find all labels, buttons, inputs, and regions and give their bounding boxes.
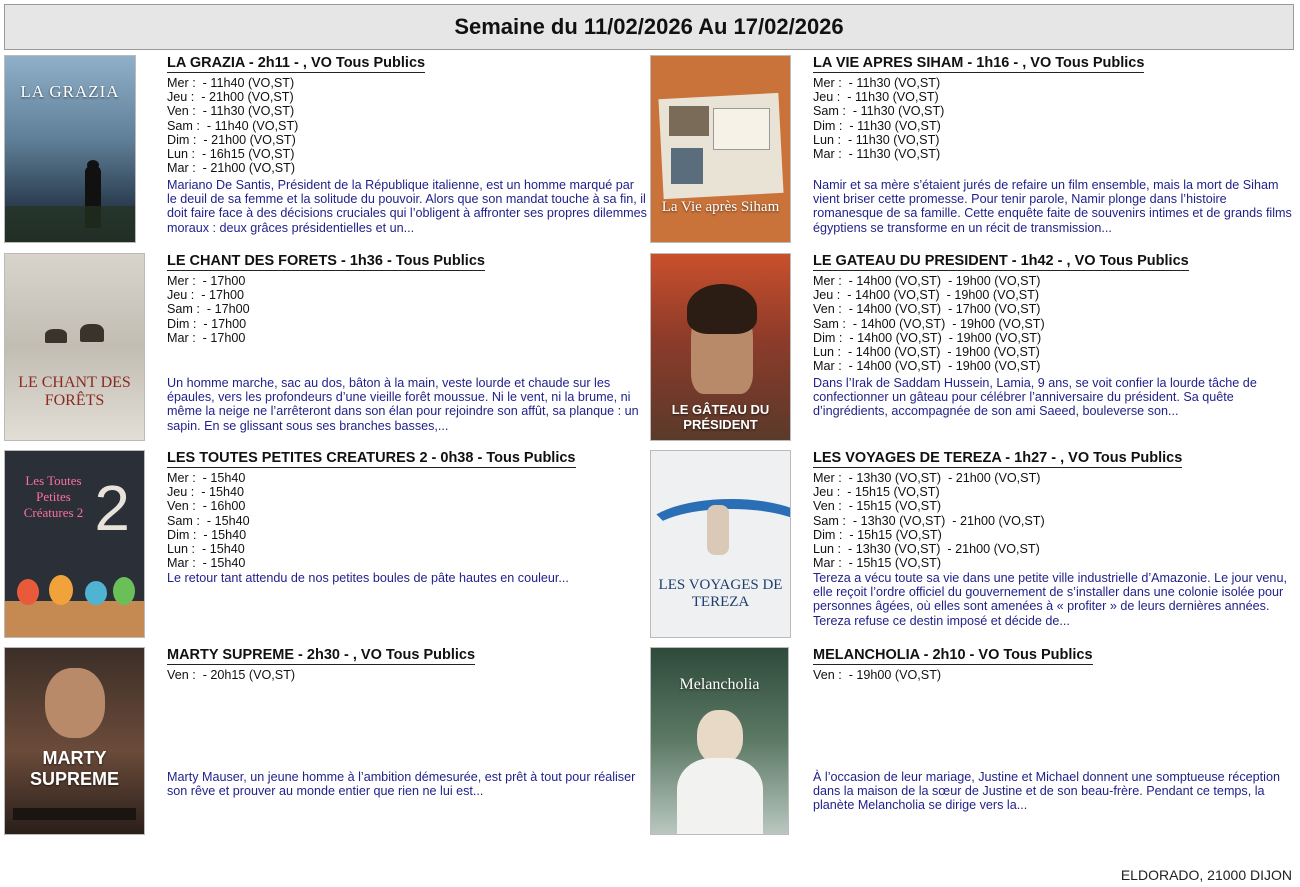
showtime[interactable]: Ven : - 11h30 (VO,ST) (167, 104, 295, 119)
showtime[interactable]: Ven : - 16h00 (167, 499, 246, 514)
showtime[interactable]: Ven : - 19h00 (VO,ST) (813, 668, 942, 682)
showtime[interactable]: Jeu : - 15h40 (167, 485, 245, 500)
film-card-melancholia[interactable] (650, 647, 1294, 837)
showtimes-list (167, 668, 295, 682)
poster-creature (17, 579, 39, 605)
showtime[interactable]: Ven : - 14h00 (VO,ST) - 17h00 (VO,ST) (813, 302, 1041, 317)
showtime[interactable]: Lun : - 16h15 (VO,ST) (167, 147, 295, 162)
poster-title: MARTY SUPREME (29, 748, 119, 789)
showtimes-list (813, 274, 1045, 373)
showtime[interactable]: Mar : - 17h00 (167, 330, 246, 345)
film-info (813, 55, 1295, 245)
film-info (167, 55, 649, 245)
showtime[interactable]: Lun : - 11h30 (VO,ST) (813, 132, 940, 147)
showtime[interactable]: Mer : - 11h40 (VO,ST) (167, 76, 295, 90)
poster-bride (697, 710, 743, 764)
poster-hair (687, 284, 757, 334)
poster-note (713, 108, 770, 150)
showtime[interactable]: Jeu : - 21h00 (VO,ST) (167, 90, 294, 105)
showtime[interactable]: Mar : - 14h00 (VO,ST) - 19h00 (VO,ST) (813, 359, 1041, 374)
showtime[interactable]: Sam : - 13h30 (VO,ST) - 21h00 (VO,ST) (813, 513, 1045, 528)
poster-woman (707, 505, 729, 555)
poster-title: LES VOYAGES DE TEREZA (658, 577, 783, 610)
showtimes-list (167, 471, 250, 570)
poster-creature (113, 577, 135, 605)
film-poster[interactable] (4, 253, 145, 441)
poster-ground (5, 206, 135, 243)
week-title: Semaine du 11/02/2026 Au 17/02/2026 (454, 14, 844, 39)
poster-strip (13, 808, 136, 820)
poster-figure-head (87, 160, 99, 170)
film-title[interactable]: LE CHANT DES FORETS - 1h36 - Tous Publics (167, 253, 485, 269)
poster-dress (677, 758, 763, 835)
film-title[interactable]: LE GATEAU DU PRESIDENT - 1h42 - , VO Tous Publics (813, 253, 1189, 269)
film-synopsis: Marty Mauser, un jeune homme à l’ambition démesurée, est prêt à tout pour réaliser son rêve et prouver au monde entier que rien ne lui est... (167, 770, 636, 799)
week-header (4, 4, 1294, 50)
showtime[interactable]: Lun : - 13h30 (VO,ST) - 21h00 (VO,ST) (813, 542, 1040, 557)
showtimes-list (813, 76, 944, 161)
showtimes-list (813, 471, 1045, 570)
film-poster[interactable] (650, 647, 789, 835)
showtime[interactable]: Mar : - 15h40 (167, 556, 246, 571)
film-card-les-toutes-petites-creatures-2[interactable] (4, 450, 648, 640)
film-synopsis: Le retour tant attendu de nos petites boules de pâte hautes en couleur... (167, 571, 569, 585)
poster-photo (671, 148, 703, 184)
showtime[interactable]: Dim : - 15h40 (167, 527, 247, 542)
film-card-marty-supreme[interactable] (4, 647, 648, 837)
film-poster[interactable] (4, 647, 145, 835)
film-card-la-vie-apres-siham[interactable] (650, 55, 1294, 245)
showtime[interactable]: Ven : - 15h15 (VO,ST) (813, 499, 942, 514)
film-card-le-chant-des-forets[interactable] (4, 253, 648, 443)
showtime[interactable]: Sam : - 15h40 (167, 513, 250, 528)
showtime[interactable]: Sam : - 14h00 (VO,ST) - 19h00 (VO,ST) (813, 316, 1045, 331)
showtime[interactable]: Mar : - 15h15 (VO,ST) (813, 556, 942, 571)
showtime[interactable]: Dim : - 14h00 (VO,ST) - 19h00 (VO,ST) (813, 330, 1042, 345)
showtime[interactable]: Sam : - 17h00 (167, 302, 250, 317)
poster-creature (85, 581, 107, 605)
showtime[interactable]: Mer : - 17h00 (167, 274, 246, 288)
showtime[interactable]: Ven : - 20h15 (VO,ST) (167, 668, 296, 682)
film-title[interactable]: LES VOYAGES DE TEREZA - 1h27 - , VO Tous Publics (813, 450, 1183, 466)
film-poster[interactable] (650, 253, 791, 441)
showtime[interactable]: Lun : - 14h00 (VO,ST) - 19h00 (VO,ST) (813, 345, 1040, 360)
film-info (167, 450, 649, 640)
film-poster[interactable] (650, 55, 791, 243)
showtime[interactable]: Dim : - 15h15 (VO,ST) (813, 527, 942, 542)
showtime[interactable]: Jeu : - 17h00 (167, 288, 245, 303)
film-synopsis: Tereza a vécu toute sa vie dans une petite ville industrielle d’Amazonie. Le jour venu, elle reçoit l’ordre officiel du gouvernement de s’installer dans une colonie isolée pour personnes âgées, où elles sont amenées à « profiter » de leurs dernières années. Tereza refuse ce destin imposé et décide de... (813, 571, 1287, 628)
film-info (813, 253, 1295, 443)
film-synopsis: Namir et sa mère s’étaient jurés de refaire un film ensemble, mais la mort de Siham vient briser cette promesse. Pour tenir parole, Namir plonge dans l’histoire romanesque de sa famille. Cette enquête faite de souvenirs intimes et de grands films égyptiens se transforme en un récit de transmission... (813, 178, 1292, 235)
film-synopsis: À l’occasion de leur mariage, Justine et Michael donnent une somptueuse réception dans la maison de la sœur de Justine et de son beau-frère. Pendant ce temps, la planète Melancholia se dirige vers la... (813, 770, 1280, 813)
film-info (813, 450, 1295, 640)
showtime[interactable]: Mer : - 13h30 (VO,ST) - 21h00 (VO,ST) (813, 471, 1041, 485)
showtimes-list (813, 668, 941, 682)
showtime[interactable]: Jeu : - 11h30 (VO,ST) (813, 90, 939, 105)
film-info (167, 253, 649, 443)
film-synopsis: Mariano De Santis, Président de la République italienne, est un homme marqué par le deuil de sa femme et la solitude du pouvoir. Alors que son mandat touche à sa fin, il doit faire face à des décisions cruciales qui l’obligent à affronter ses propres dilemmes moraux : deux grâces présidentielles et un... (167, 178, 647, 235)
poster-photo (669, 106, 709, 136)
film-poster[interactable] (4, 55, 136, 243)
showtime[interactable]: Dim : - 11h30 (VO,ST) (813, 118, 941, 133)
film-poster[interactable] (4, 450, 145, 638)
film-card-les-voyages-de-tereza[interactable] (650, 450, 1294, 640)
showtime[interactable]: Mar : - 21h00 (VO,ST) (167, 161, 296, 176)
poster-table (5, 601, 144, 638)
showtime[interactable]: Sam : - 11h40 (VO,ST) (167, 118, 299, 133)
poster-creature (49, 575, 73, 605)
film-card-le-gateau-du-president[interactable] (650, 253, 1294, 443)
poster-title: LE GÂTEAU DU PRÉSIDENT (671, 402, 770, 432)
poster-deer (45, 329, 67, 343)
film-title[interactable]: LES TOUTES PETITES CREATURES 2 - 0h38 - Tous Publics (167, 450, 576, 466)
showtime[interactable]: Sam : - 11h30 (VO,ST) (813, 104, 945, 119)
poster-title: La Vie après Siham (661, 199, 780, 215)
poster-number: 2 (94, 472, 130, 544)
film-title[interactable]: MELANCHOLIA - 2h10 - VO Tous Publics (813, 647, 1093, 663)
film-info (167, 647, 649, 837)
poster-face (45, 668, 105, 738)
showtimes-list (167, 274, 250, 345)
showtime[interactable]: Lun : - 15h40 (167, 542, 245, 557)
showtime[interactable]: Mer : - 14h00 (VO,ST) - 19h00 (VO,ST) (813, 274, 1041, 288)
poster-title: LE CHANT DES FORÊTS (18, 374, 131, 409)
film-title[interactable]: LA VIE APRES SIHAM - 1h16 - , VO Tous Publics (813, 55, 1145, 71)
showtime[interactable]: Jeu : - 15h15 (VO,ST) (813, 485, 940, 500)
film-card-la-grazia[interactable] (4, 55, 648, 245)
film-title[interactable]: LA GRAZIA - 2h11 - , VO Tous Publics (167, 55, 426, 71)
showtime[interactable]: Mer : - 11h30 (VO,ST) (813, 76, 941, 90)
poster-deer (80, 324, 104, 342)
showtime[interactable]: Mar : - 11h30 (VO,ST) (813, 147, 941, 162)
cinema-address: ELDORADO, 21000 DIJON (1120, 867, 1292, 883)
poster-title: Les Toutes Petites Créatures 2 (23, 473, 84, 520)
poster-title: LA GRAZIA (20, 82, 120, 101)
showtime[interactable]: Dim : - 21h00 (VO,ST) (167, 132, 296, 147)
film-synopsis: Dans l’Irak de Saddam Hussein, Lamia, 9 ans, se voit confier la lourde tâche de confectionner un gâteau pour célébrer l’anniversaire du président. Sa quête d’ingrédients, accompagnée de son ami Saeed, bouleverse son... (813, 376, 1257, 419)
film-title[interactable]: MARTY SUPREME - 2h30 - , VO Tous Publics (167, 647, 476, 663)
poster-title: Melancholia (679, 676, 760, 693)
showtime[interactable]: Jeu : - 14h00 (VO,ST) - 19h00 (VO,ST) (813, 288, 1040, 303)
showtimes-list (167, 76, 298, 175)
film-synopsis: Un homme marche, sac au dos, bâton à la main, veste lourde et chaude sur les épaules, vers les profondeurs d’une vieille forêt moussue. Ni le vent, ni la brume, ni même la neige ne l’arrêteront dans son élan pour rejoindre son affût, sa planque : un sapin. En se glissant sous ses branches basses,... (167, 376, 639, 433)
showtime[interactable]: Dim : - 17h00 (167, 316, 247, 331)
film-info (813, 647, 1295, 837)
showtime[interactable]: Mer : - 15h40 (167, 471, 246, 485)
film-poster[interactable] (650, 450, 791, 638)
